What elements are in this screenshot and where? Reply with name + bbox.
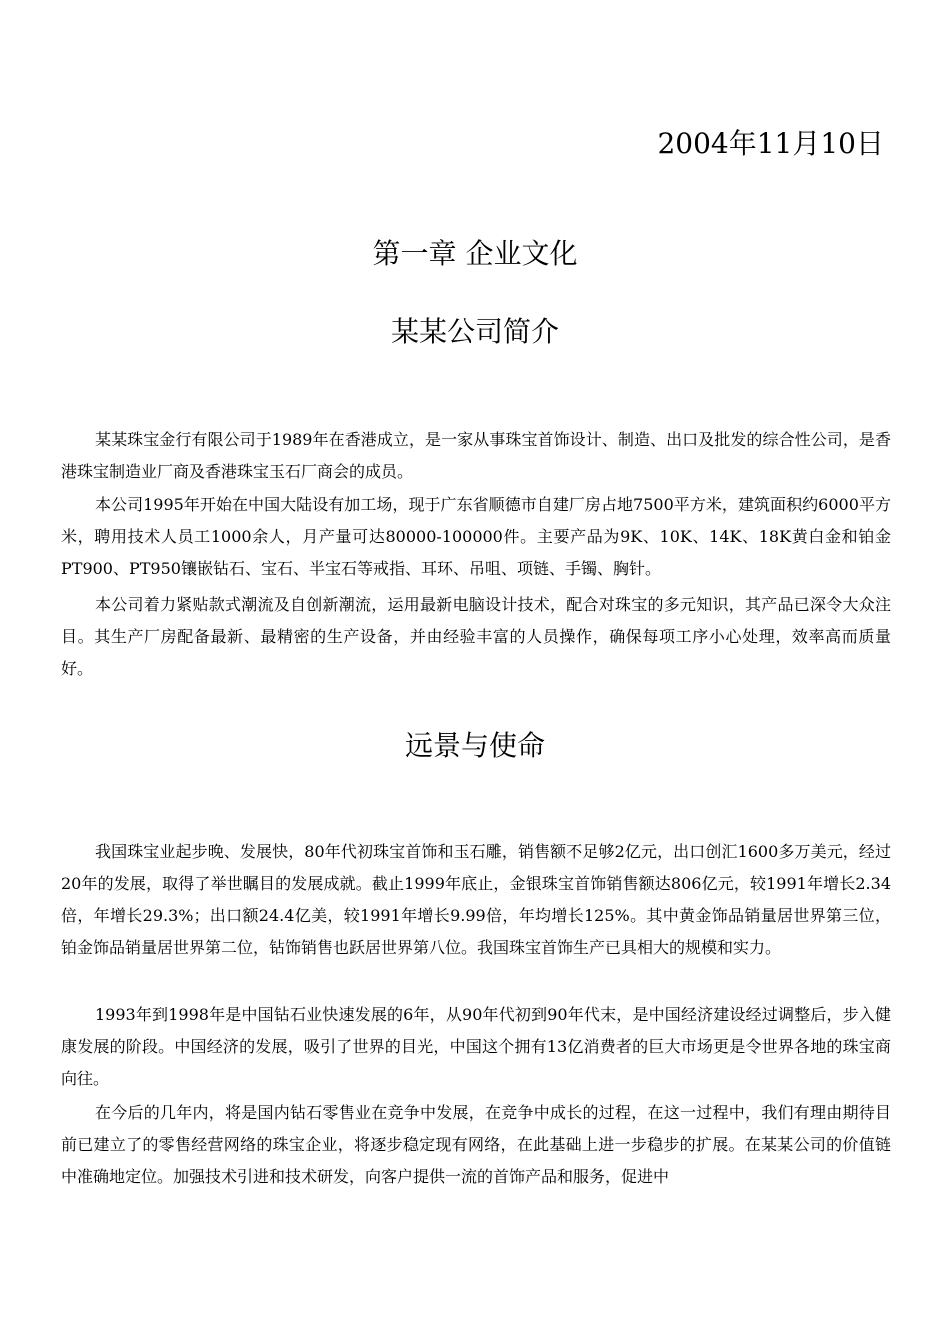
document-date: 2004年11月10日	[657, 127, 884, 160]
vision-paragraph-3: 在今后的几年内，将是国内钻石零售业在竞争中发展，在竞争中成长的过程，在这一过程中，我们有理由期待目前已建立了的零售经营网络的珠宝企业，将逐步稳定现有网络，在此基础上进一步稳步的扩展。在某某公司的价值链中准确地定位。加强技术引进和技术研发，向客户提供一流的首饰产品和服务，促进中	[61, 1103, 891, 1186]
vision-paragraph-1: 我国珠宝业起步晚、发展快，80年代初珠宝首饰和玉石雕，销售额不足够2亿元，出口创汇1600多万美元，经过20年的发展，取得了举世瞩目的发展成就。截止1999年底止，金银珠宝首饰销售额达806亿元，较1991年增长2.34倍，年增长29.3%；出口额24.4亿美，较1991年增长9.99倍，年均增长125%。其中黄金饰品销量居世界第三位，铂金饰品销量居世界第二位，钻饰销售也跃居世界第八位。我国珠宝首饰生产已具相大的规模和实力。	[61, 842, 891, 957]
intro-paragraph-1: 某某珠宝金行有限公司于1989年在香港成立，是一家从事珠宝首饰设计、制造、出口及批发的综合性公司，是香港珠宝制造业厂商及香港珠宝玉石厂商会的成员。	[61, 430, 891, 481]
vision-paragraph-2: 1993年到1998年是中国钻石业快速发展的6年，从90年代初到90年代末，是中国经济建设经过调整后，步入健康发展的阶段。中国经济的发展，吸引了世界的目光，中国这个拥有13亿消费者的巨大市场更是令世界各地的珠宝商向往。	[61, 1005, 891, 1088]
section-title-vision-mission: 远景与使命	[404, 729, 545, 762]
section-title-company-intro: 某某公司简介	[390, 315, 559, 348]
intro-paragraph-2: 本公司1995年开始在中国大陆设有加工场，现于广东省顺德市自建厂房占地7500平方米，建筑面积约6000平方米，聘用技术人员工1000余人，月产量可达80000-100000件。主要产品为9K、10K、14K、18K黄白金和铂金PT900、PT950镶嵌钻石、宝石、半宝石等戒指、耳环、吊咀、项链、手镯、胸针。	[61, 495, 891, 578]
intro-paragraph-3: 本公司着力紧贴款式潮流及自创新潮流，运用最新电脑设计技术，配合对珠宝的多元知识，其产品已深令大众注目。其生产厂房配备最新、最精密的生产设备，并由经验丰富的人员操作，确保每项工序小心处理，效率高而质量好。	[61, 595, 891, 678]
chapter-title: 第一章 企业文化	[372, 237, 578, 270]
